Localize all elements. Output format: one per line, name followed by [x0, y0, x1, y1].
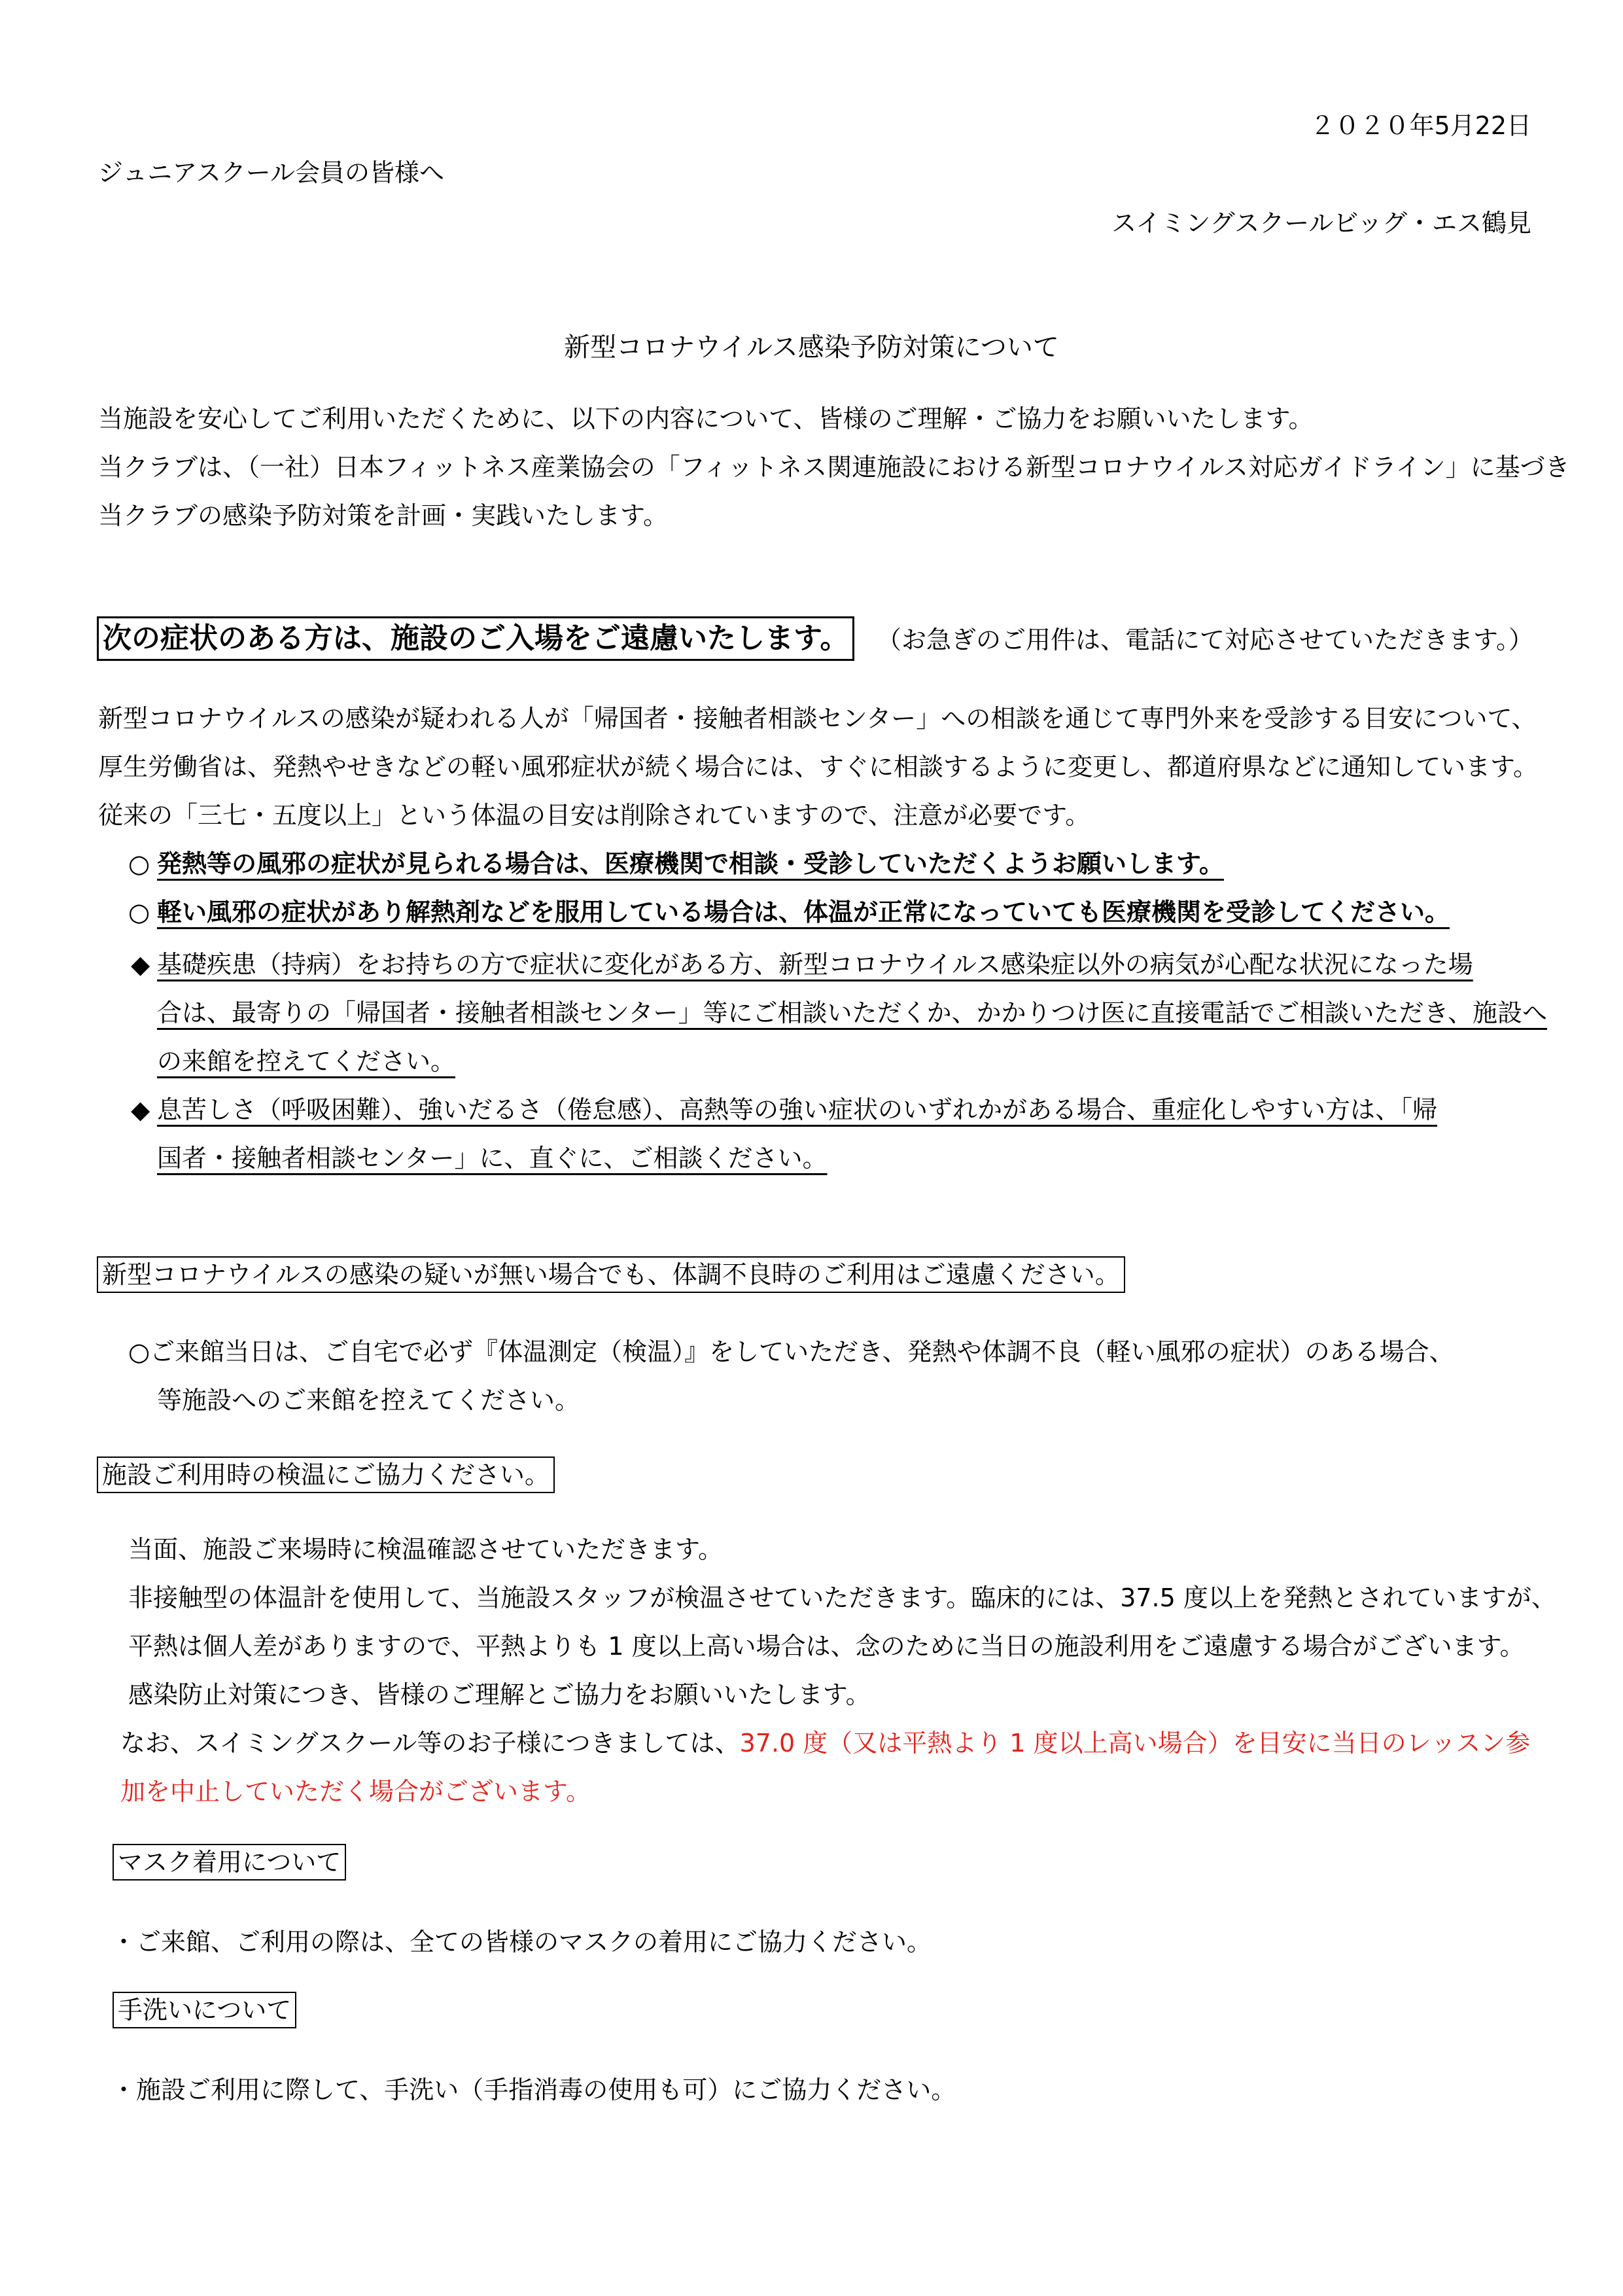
temperature-line-2: 非接触型の体温計を使用して、当施設スタッフが検温させていただきます。臨床的には、37.5 度以上を発熱とされていますが、 — [128, 1583, 1556, 1612]
circle-item-2: 軽い風邪の症状があり解熱剤などを服用している場合は、体温が正常になっていても医療機関を受診してください。 — [157, 898, 1450, 927]
mask-line: ・ご来館、ご利用の際は、全ての皆様のマスクの着用にご協力ください。 — [111, 1928, 932, 1956]
temperature-notice-line-1 — [120, 1727, 1530, 1759]
temperature-notice-prefix: なお、スイミングスクール等のお子様につきましては、 — [120, 1729, 740, 1757]
diamond-bullet-2: ◆ — [131, 1095, 150, 1124]
handwash-line: ・施設ご利用に際して、手洗い（手指消毒の使用も可）にご協力ください。 — [111, 2075, 956, 2104]
temperature-line-1: 当面、施設ご来場時に検温確認させていただきます。 — [128, 1535, 723, 1564]
temperature-line-4: 感染防止対策につき、皆様のご理解とご協力をお願いいたします。 — [128, 1680, 871, 1709]
diamond-bullet-1: ◆ — [131, 950, 150, 979]
diamond-item-1-line-1: 基礎疾患（持病）をお持ちの方で症状に変化がある方、新型コロナウイルス感染症以外の病気が心配な状況になった場 — [157, 950, 1473, 979]
temperature-line-3: 平熱は個人差がありますので、平熱よりも 1 度以上高い場合は、念のために当日の施設利用をご遠慮する場合がございます。 — [128, 1632, 1525, 1661]
intro-line-3: 当クラブの感染予防対策を計画・実践いたします。 — [98, 501, 668, 530]
intro-line-1: 当施設を安心してご利用いただくために、以下の内容について、皆様のご理解・ご協力をお願いいたします。 — [98, 404, 1314, 433]
unwell-line-1: ○ご来館当日は、ご自宅で必ず『体温測定（検温）』をしていただき、発熱や体調不良（軽い風邪の症状）のある場合、 — [128, 1337, 1454, 1366]
sender-line: スイミングスクールビッグ・エス鶴見 — [1111, 209, 1531, 238]
symptoms-body-line-2: 厚生労働省は、発熱やせきなどの軽い風邪症状が続く場合には、すぐに相談するように変更し、都道府県などに通知しています。 — [98, 752, 1538, 781]
unwell-line-2: 等施設へのご来館を控えてください。 — [157, 1386, 580, 1415]
symptoms-body-line-3: 従来の「三七・五度以上」という体温の目安は削除されていますので、注意が必要です。 — [98, 801, 1091, 830]
circle-bullet-2: ○ — [128, 898, 150, 927]
section-temperature-heading: 施設ご利用時の検温にご協力ください。 — [97, 1457, 555, 1493]
intro-line-2: 当クラブは、（一社）日本フィットネス産業協会の「フィットネス関連施設における新型コロナウイルス対応ガイドライン」に基づき — [98, 453, 1570, 482]
diamond-item-2-line-1: 息苦しさ（呼吸困難）、強いだるさ（倦怠感）、高熱等の強い症状のいずれかがある場合、重症化しやすい方は、「帰 — [157, 1095, 1438, 1124]
section-symptoms-note: （お急ぎのご用件は、電話にて対応させていただきます。） — [877, 626, 1533, 654]
section-unwell-heading: 新型コロナウイルスの感染の疑いが無い場合でも、体調不良時のご利用はご遠慮ください。 — [97, 1256, 1125, 1293]
recipient-line: ジュニアスクール会員の皆様へ — [98, 158, 444, 187]
diamond-item-1-line-2: 合は、最寄りの「帰国者・接触者相談センター」等にご相談いただくか、かかりつけ医に直接電話でご相談いただき、施設へ — [157, 998, 1547, 1027]
temperature-notice-red-1: 37.0 度（又は平熱より 1 度以上高い場合）を目安に当日のレッスン参 — [739, 1729, 1531, 1757]
section-mask-heading: マスク着用について — [113, 1844, 346, 1881]
circle-bullet-1: ○ — [128, 849, 150, 878]
document-title: 新型コロナウイルス感染予防対策について — [564, 332, 1059, 362]
symptoms-body-line-1: 新型コロナウイルスの感染が疑われる人が「帰国者・接触者相談センター」への相談を通じて専門外来を受診する目安について、 — [98, 704, 1537, 733]
section-symptoms-heading: 次の症状のある方は、施設のご入場をご遠慮いたします。 — [97, 616, 854, 661]
diamond-item-2-line-2: 国者・接触者相談センター」に、直ぐに、ご相談ください。 — [157, 1144, 828, 1173]
section-handwash-heading: 手洗いについて — [113, 1992, 296, 2028]
temperature-notice-red-2: 加を中止していただく場合がございます。 — [120, 1777, 591, 1806]
circle-item-1: 発熱等の風邪の症状が見られる場合は、医療機関で相談・受診していただくようお願いします。 — [157, 849, 1224, 878]
document-date: ２０２０年5月22日 — [1310, 111, 1531, 140]
diamond-item-1-line-3: の来館を控えてください。 — [157, 1047, 456, 1076]
